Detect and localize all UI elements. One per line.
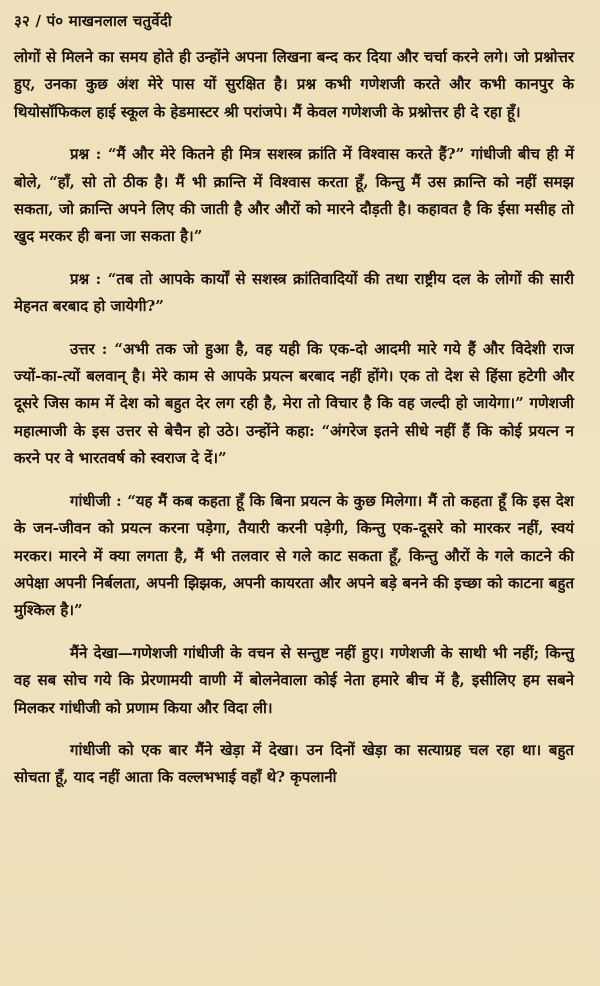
page-number: ३२ bbox=[14, 12, 31, 30]
speaker-label: उत्तर : bbox=[70, 339, 108, 358]
header-separator: / bbox=[35, 12, 42, 30]
paragraph-gandhiji bbox=[14, 488, 574, 625]
page-header bbox=[14, 10, 574, 44]
paragraph-text: लोगों से मिलने का समय होते ही उन्होंने अपना लिखना बन्द कर दिया और चर्चा करने लगे। जो प्रश्नोत्तर हुए, उनका कुछ अंश मेरे पास यों सुरक्षित है। प्रश्न कभी गणेशजी करते और कभी कानपुर के थियोसॉफिकल हाई स्कूल के हेडमास्टर श्री परांजपे। मैं केवल गणेशजी के प्रश्नोत्तर ही दे रहा हूँ। bbox=[14, 48, 574, 121]
paragraph-question-1 bbox=[14, 141, 574, 251]
speaker-label: गांधीजी : bbox=[70, 491, 122, 510]
paragraph-kheda bbox=[14, 737, 574, 792]
paragraph-text: “मैं और मेरे कितने ही मित्र सशस्त्र क्रांति में विश्वास करते हैं?” गांधीजी बीच ही में बोले, “हाँ, सो तो ठीक है। मैं भी क्रान्ति में विश्वास करता हूँ, किन्तु मैं उस क्रान्ति को नहीं समझ सकता, जो क्रान्ति अपने लिए की जाती है और औरों को मारने दौड़ती है। कहावत है कि ईसा मसीह तो खुद मरकर ही बना जा सकता है।” bbox=[14, 145, 574, 246]
paragraph-text: मैंने देखा—गणेशजी गांधीजी के वचन से सन्तुष्ट नहीं हुए। गणेशजी के साथी भी नहीं; किन्तु वह सब सोच गये कि प्रेरणामयी वाणी में बोलनेवाला कोई नेता हमारे बीच में है, इसीलिए हम सबने मिलकर गांधीजी को प्रणाम किया और विदा ली। bbox=[14, 643, 574, 717]
paragraph-text: “अभी तक जो हुआ है, वह यही कि एक-दो आदमी मारे गये हैं और विदेशी राज ज्यों-का-त्यों बलवान् है। मेरे काम से आपके प्रयत्न बरबाद नहीं होंगे। एक तो देश से हिंसा हटेगी और दूसरे जिस काम में देश को बहुत देर लग रही है, मेरा तो विचार है कि वह जल्दी हो जायेगा।” गणेशजी महात्माजी के इस उत्तर से बेचैन हो उठे। उन्होंने कहा: “अंगरेज इतने सीधे नहीं हैं कि कोई प्रयत्न न करने पर वे भारतवर्ष को स्वराज दे दें।” bbox=[14, 339, 574, 468]
paragraph-opening bbox=[14, 44, 574, 126]
paragraph-text: “यह मैं कब कहता हूँ कि बिना प्रयत्न के कुछ मिलेगा। मैं तो कहता हूँ कि इस देश के जन-जीवन को प्रयत्न करना पड़ेगा, तैयारी करनी पड़ेगी, किन्तु एक-दूसरे को मारकर नहीं, स्वयं मरकर। मारने में क्या लगता है, मैं भी तलवार से गले काट सकता हूँ, किन्तु औरों के गले काटने की अपेक्षा अपनी निर्बलता, अपनी झिझक, अपनी कायरता और अपने बड़े बनने की इच्छा को काटना बहुत मुश्किल है।” bbox=[14, 491, 574, 620]
paragraph-answer bbox=[14, 336, 574, 473]
paragraph-text: गांधीजी को एक बार मैंने खेड़ा में देखा। उन दिनों खेड़ा का सत्याग्रह चल रहा था। बहुत सोचता हूँ, याद नहीं आता कि वल्लभभाई वहाँ थे? कृपलानी bbox=[14, 740, 574, 787]
paragraph-observation bbox=[14, 640, 574, 722]
speaker-label: प्रश्न : bbox=[70, 269, 102, 288]
paragraph-text: “तब तो आपके कार्यों से सशस्त्र क्रांतिवादियों की तथा राष्ट्रीय दल के लोगों की सारी मेहनत बरबाद हो जायेगी?” bbox=[14, 269, 574, 316]
paragraph-question-2 bbox=[14, 266, 574, 321]
speaker-label: प्रश्न : bbox=[70, 145, 102, 164]
author-name: पं० माखनलाल चतुर्वेदी bbox=[46, 12, 172, 30]
